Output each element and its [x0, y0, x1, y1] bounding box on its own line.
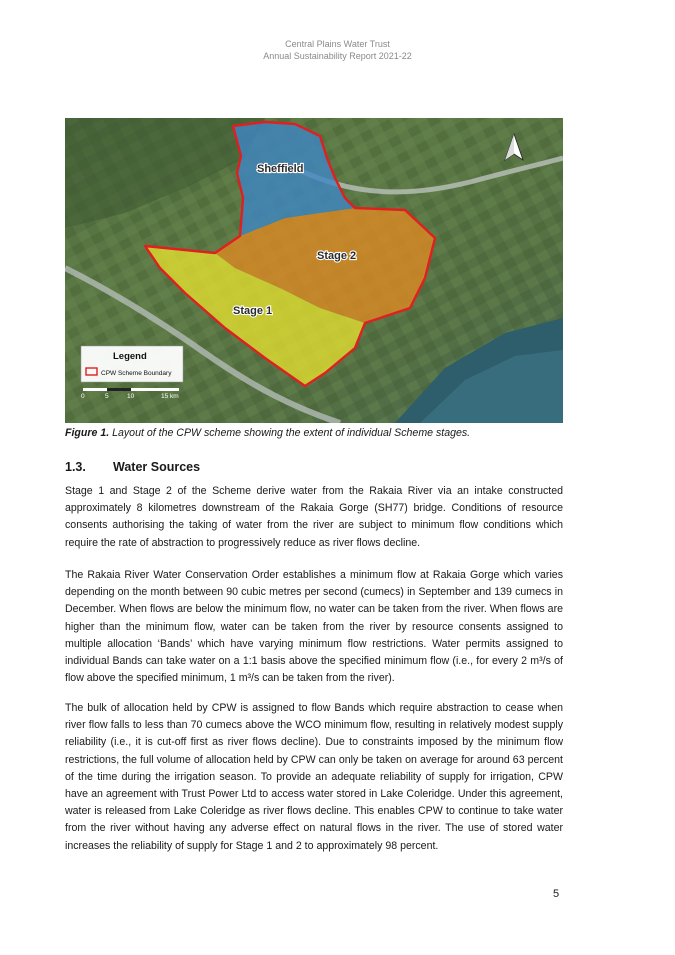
section-title: Water Sources	[113, 460, 201, 474]
sheffield-label: Sheffield	[257, 163, 304, 175]
scale-tick-10: 10	[127, 393, 135, 400]
page-number: 5	[553, 888, 560, 900]
map-legend	[81, 346, 183, 382]
section-number: 1.3.	[65, 460, 86, 474]
stage-1-label: Stage 1	[233, 305, 273, 317]
figure-caption	[65, 427, 610, 439]
paragraph-allocation: The bulk of allocation held by CPW is assigned to flow Bands which require abstraction to cease when river flow falls to less than 70 cumecs above the WCO minimum flow, resulting in relatively modest supply reliability (i.e., it is cut-off first as river flows decline). Due to constraints imposed by the minimum flow restrictions, the full volume of allocation held by CPW can only be taken on average for around 63 percent of the time during the irrigation season. To provide an adequate reliability of supply for irrigation, CPW have an agreement with Trust Power Ltd to access water stored in Lake Coleridge. Under this agreement, water is released from Lake Coleridge as river flows decline. This enables CPW to continue to take water from the river without having any adverse effect on natural flows in the river. The use of stored water increases the reliability of supply for Stage 1 and 2 to approximately 98 percent.	[65, 702, 563, 852]
legend-title: Legend	[113, 351, 147, 362]
scale-tick-15: 15 km	[161, 393, 179, 400]
caption-text: Layout of the CPW scheme showing the extent of individual Scheme stages.	[109, 427, 471, 439]
scheme-map	[65, 118, 563, 423]
scale-tick-0: 0	[81, 393, 85, 400]
caption-label: Figure 1.	[65, 427, 110, 439]
header-report-title: Annual Sustainability Report 2021-22	[263, 51, 412, 61]
legend-item-label: CPW Scheme Boundary	[101, 370, 172, 377]
paragraph-minimum-flow: The Rakaia River Water Conservation Order establishes a minimum flow at Rakaia Gorge which varies depending on the month between 90 cubic metres per second (cumecs) in September and 139 cumecs in December. When flows are below the minimum flow, no water can be taken from the river. When flows are higher than the minimum flow, water can be taken from the river by resource consents assigned to multiple allocation ‘Bands’ which have varying minimum flow restrictions. Water permits assigned to individual Bands can take water on a 1:1 basis above the specified minimum flow (i.e., for every 2 m³/s of flow above the specified minimum, 1 m³/s can be taken from the river).	[65, 569, 563, 685]
report-header	[0, 38, 675, 62]
header-org: Central Plains Water Trust	[285, 39, 390, 49]
paragraph-intake: Stage 1 and Stage 2 of the Scheme derive water from the Rakaia River via an intake constructed approximately 8 kilometres downstream of the Rakaia Gorge (SH77) bridge. Conditions of resource consents authorising the taking of water from the river are subject to minimum flow conditions which require the rate of abstraction to progressively reduce as river flows decline.	[65, 485, 563, 549]
scale-tick-5: 5	[105, 393, 109, 400]
scheme-map-figure	[65, 118, 563, 423]
section-heading	[65, 460, 200, 474]
stage-2-label: Stage 2	[317, 250, 357, 262]
